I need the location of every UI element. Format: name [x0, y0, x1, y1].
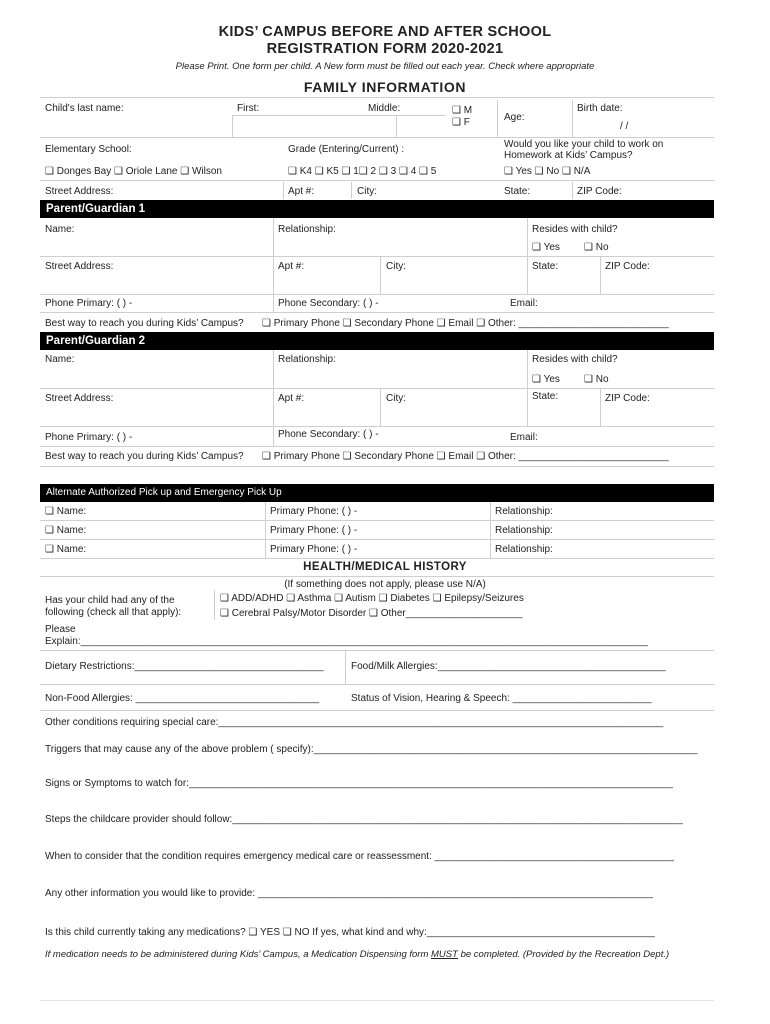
- alt-pickup-phone-1: Primary Phone: ( ) -: [270, 506, 358, 517]
- conditions-question-line2: following (check all that apply):: [45, 607, 182, 618]
- elementary-school-label: Elementary School:: [45, 144, 132, 155]
- parent1-apt-label: Apt #:: [278, 261, 305, 272]
- parent1-resides-yes[interactable]: ❑ Yes: [532, 242, 560, 253]
- birth-date-slashes: / /: [620, 121, 629, 132]
- medication-dispensing-note: If medication needs to be administered during Kids’ Campus, a Medication Dispensing form MUST be completed. (Provided by the Recreation Dept.): [45, 949, 670, 960]
- parent1-resides-no[interactable]: ❑ No: [584, 242, 609, 253]
- childs-last-name-label: Child's last name:: [45, 103, 124, 114]
- parent2-phone-primary: Phone Primary: ( ) -: [45, 432, 133, 443]
- alt-pickup-phone-3: Primary Phone: ( ) -: [270, 544, 358, 555]
- parent2-relationship-label: Relationship:: [278, 354, 336, 365]
- other-information-field[interactable]: Any other information you would like to provide: _______________________________________________________________________: [45, 888, 653, 899]
- state-label: State:: [504, 186, 531, 197]
- alt-pickup-relationship-1: Relationship:: [495, 506, 553, 517]
- alt-pickup-name-2[interactable]: ❑ Name:: [45, 525, 87, 536]
- alt-pickup-name-1[interactable]: ❑ Name:: [45, 506, 87, 517]
- alt-pickup-relationship-2: Relationship:: [495, 525, 553, 536]
- alt-pickup-phone-2: Primary Phone: ( ) -: [270, 525, 358, 536]
- parent2-contact-options[interactable]: ❑ Primary Phone ❑ Secondary Phone ❑ Email ❑ Other: ___________________________: [262, 451, 669, 462]
- conditions-question-line1: Has your child had any of the: [45, 595, 175, 606]
- parent1-name-label: Name:: [45, 224, 75, 235]
- grade-label: Grade (Entering/Current) :: [288, 144, 405, 155]
- health-medical-heading: HEALTH/MEDICAL HISTORY: [303, 561, 467, 573]
- parent1-contact-options[interactable]: ❑ Primary Phone ❑ Secondary Phone ❑ Email ❑ Other: ___________________________: [262, 318, 669, 329]
- parent1-email-label: Email:: [510, 298, 538, 309]
- parent2-email-label: Email:: [510, 432, 538, 443]
- birth-date-label: Birth date:: [577, 103, 623, 114]
- city-label: City:: [357, 186, 377, 197]
- parent2-resides-no[interactable]: ❑ No: [584, 374, 609, 385]
- parent1-city-label: City:: [386, 261, 406, 272]
- parent1-phone-primary: Phone Primary: ( ) -: [45, 298, 133, 309]
- parent2-state-label: State:: [532, 391, 559, 402]
- parent1-phone-secondary: Phone Secondary: ( ) -: [278, 298, 379, 309]
- dietary-restrictions-field[interactable]: Dietary Restrictions:__________________________________: [45, 661, 324, 672]
- family-info-heading: FAMILY INFORMATION: [303, 79, 467, 95]
- parent1-resides-label: Resides with child?: [532, 224, 618, 235]
- form-instructions: Please Print. One form per child. A New form must be filled out each year. Check where appropriate: [175, 61, 595, 72]
- signs-symptoms-field[interactable]: Signs or Symptoms to watch for:_______________________________________________________________________________________: [45, 778, 673, 789]
- alternate-pickup-heading: Alternate Authorized Pick up and Emergency Pick Up: [40, 484, 714, 502]
- please-label: Please: [45, 624, 76, 635]
- parent1-heading: Parent/Guardian 1: [40, 200, 714, 218]
- health-na-note: (If something does not apply, please use N/A): [284, 579, 486, 590]
- parent2-street-label: Street Address:: [45, 393, 114, 404]
- homework-question-line1: Would you like your child to work on: [504, 139, 664, 150]
- parent2-resides-yes[interactable]: ❑ Yes: [532, 374, 560, 385]
- alt-pickup-relationship-3: Relationship:: [495, 544, 553, 555]
- provider-steps-field[interactable]: Steps the childcare provider should follow:_________________________________________________________________________________: [45, 814, 683, 825]
- parent2-resides-label: Resides with child?: [532, 354, 618, 365]
- parent1-state-label: State:: [532, 261, 559, 272]
- parent1-best-way-label: Best way to reach you during Kids’ Campus?: [45, 318, 244, 329]
- parent1-zip-label: ZIP Code:: [605, 261, 650, 272]
- parent2-city-label: City:: [386, 393, 406, 404]
- zip-label: ZIP Code:: [577, 186, 622, 197]
- non-food-allergies-field[interactable]: Non-Food Allergies: _________________________________: [45, 693, 320, 704]
- conditions-checklist-line2[interactable]: ❑ Cerebral Palsy/Motor Disorder ❑ Other_____________________: [220, 608, 523, 619]
- other-conditions-field[interactable]: Other conditions requiring special care:________________________________________________________________________________: [45, 717, 664, 728]
- middle-name-label: Middle:: [368, 103, 401, 114]
- first-name-label: First:: [237, 103, 260, 114]
- form-title-line2: REGISTRATION FORM 2020-2021: [266, 41, 504, 57]
- medications-question[interactable]: Is this child currently taking any medications? ❑ YES ❑ NO If yes, what kind and why:_________________________________________: [45, 927, 655, 938]
- parent1-relationship-label: Relationship:: [278, 224, 336, 235]
- parent2-best-way-label: Best way to reach you during Kids’ Campus?: [45, 451, 244, 462]
- parent1-street-label: Street Address:: [45, 261, 114, 272]
- parent2-zip-label: ZIP Code:: [605, 393, 650, 404]
- street-address-label: Street Address:: [45, 186, 114, 197]
- parent2-heading: Parent/Guardian 2: [40, 332, 714, 350]
- alt-pickup-name-3[interactable]: ❑ Name:: [45, 544, 87, 555]
- explain-field[interactable]: Explain:______________________________________________________________________________________________________: [45, 636, 648, 647]
- age-label: Age:: [504, 112, 525, 123]
- homework-options[interactable]: ❑ Yes ❑ No ❑ N/A: [504, 166, 591, 177]
- conditions-checklist-line1[interactable]: ❑ ADD/ADHD ❑ Asthma ❑ Autism ❑ Diabetes ❑ Epilepsy/Seizures: [220, 593, 524, 604]
- food-milk-allergies-field[interactable]: Food/Milk Allergies:_________________________________________: [351, 661, 666, 672]
- grade-options[interactable]: ❑ K4 ❑ K5 ❑ 1❑ 2 ❑ 3 ❑ 4 ❑ 5: [288, 166, 437, 177]
- apt-label: Apt #:: [288, 186, 315, 197]
- vision-hearing-speech-field[interactable]: Status of Vision, Hearing & Speech: _________________________: [351, 693, 652, 704]
- triggers-field[interactable]: Triggers that may cause any of the above problem ( specify):_____________________________________________________________________: [45, 744, 698, 755]
- form-title-line1: KIDS’ CAMPUS BEFORE AND AFTER SCHOOL: [218, 24, 552, 40]
- parent2-name-label: Name:: [45, 354, 75, 365]
- homework-question-line2: Homework at Kids’ Campus?: [504, 150, 633, 161]
- school-options[interactable]: ❑ Donges Bay ❑ Oriole Lane ❑ Wilson: [45, 166, 222, 177]
- emergency-care-field[interactable]: When to consider that the condition requires emergency medical care or reassessment: ___________________________________________: [45, 851, 674, 862]
- parent2-phone-secondary: Phone Secondary: ( ) -: [278, 429, 379, 440]
- sex-f-checkbox[interactable]: ❑ F: [452, 117, 470, 128]
- sex-m-checkbox[interactable]: ❑ M: [452, 105, 473, 116]
- parent2-apt-label: Apt #:: [278, 393, 305, 404]
